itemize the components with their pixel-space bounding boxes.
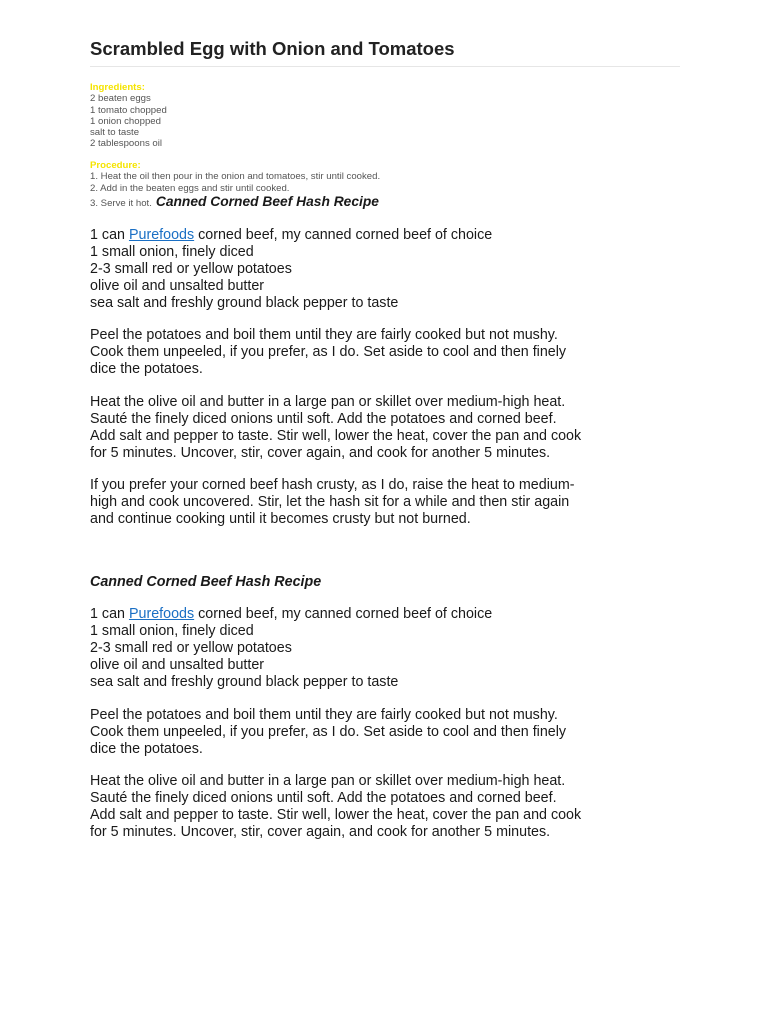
ingredient-line: 2 tablespoons oil <box>90 138 163 150</box>
hash1-paragraph-2 <box>90 394 690 462</box>
paragraph-line: Peel the potatoes and boil them until they are fairly cooked but not mushy. <box>90 327 558 343</box>
paragraph-line: Add salt and pepper to taste. Stir well, lower the heat, cover the pan and cook <box>90 807 582 823</box>
paragraph-line: Heat the olive oil and butter in a large pan or skillet over medium-high heat. <box>90 773 566 789</box>
ingredient-line: 2 beaten eggs <box>90 93 151 105</box>
ingredient-text: 1 can <box>90 227 129 243</box>
ingredient-text: corned beef, my canned corned beef of choice <box>194 606 493 622</box>
scrambled-procedure <box>90 160 380 209</box>
hash2-paragraph-1 <box>90 707 690 758</box>
ingredient-line <box>90 227 690 244</box>
paragraph-line: Sauté the finely diced onions until soft. Add the potatoes and corned beef. <box>90 411 557 427</box>
procedure-step: 3. Serve it hot. <box>90 197 152 209</box>
recipe-heading: Canned Corned Beef Hash Recipe <box>90 574 322 590</box>
page-title: Scrambled Egg with Onion and Tomatoes <box>90 38 455 59</box>
ingredient-line: salt to taste <box>90 127 140 139</box>
paragraph-line: Cook them unpeeled, if you prefer, as I do. Set aside to cool and then finely <box>90 724 567 740</box>
ingredient-line <box>90 606 690 623</box>
paragraph-line: Heat the olive oil and butter in a large pan or skillet over medium-high heat. <box>90 394 566 410</box>
ingredient-line: olive oil and unsalted butter <box>90 278 265 294</box>
ingredients-label: Ingredients: <box>90 82 145 93</box>
paragraph-line: If you prefer your corned beef hash crusty, as I do, raise the heat to medium- <box>90 477 575 493</box>
paragraph-line: Add salt and pepper to taste. Stir well, lower the heat, cover the pan and cook <box>90 428 582 444</box>
hash2-paragraph-2 <box>90 773 690 841</box>
purefoods-link[interactable]: Purefoods <box>128 227 195 243</box>
paragraph-line: Sauté the finely diced onions until soft. Add the potatoes and corned beef. <box>90 790 557 806</box>
ingredient-line: sea salt and freshly ground black pepper to taste <box>90 674 399 690</box>
hash1-paragraph-3 <box>90 477 690 528</box>
ingredient-text: 1 can <box>90 606 129 622</box>
paragraph-line: and continue cooking until it becomes crusty but not burned. <box>90 511 471 527</box>
procedure-step: 1. Heat the oil then pour in the onion and tomatoes, stir until cooked. <box>90 171 381 183</box>
ingredient-line: 1 small onion, finely diced <box>90 623 254 639</box>
hash2-ingredients <box>90 606 690 691</box>
hash1-paragraph-1 <box>90 327 690 378</box>
ingredient-line: 2-3 small red or yellow potatoes <box>90 261 292 277</box>
ingredient-line: sea salt and freshly ground black pepper to taste <box>90 295 399 311</box>
title-divider <box>90 66 680 67</box>
ingredient-line: 1 small onion, finely diced <box>90 244 254 260</box>
paragraph-line: for 5 minutes. Uncover, stir, cover again, and cook for another 5 minutes. <box>90 445 551 461</box>
procedure-step: 2. Add in the beaten eggs and stir until cooked. <box>90 182 290 194</box>
paragraph-line: Peel the potatoes and boil them until they are fairly cooked but not mushy. <box>90 707 558 723</box>
purefoods-link[interactable]: Purefoods <box>128 606 195 622</box>
ingredient-line: 1 onion chopped <box>90 115 161 127</box>
recipe-heading: Canned Corned Beef Hash Recipe <box>155 193 379 209</box>
ingredient-line: olive oil and unsalted butter <box>90 657 265 673</box>
scrambled-ingredients <box>90 82 167 150</box>
paragraph-line: dice the potatoes. <box>90 361 203 377</box>
paragraph-line: for 5 minutes. Uncover, stir, cover again, and cook for another 5 minutes. <box>90 824 551 840</box>
paragraph-line: Cook them unpeeled, if you prefer, as I do. Set aside to cool and then finely <box>90 344 567 360</box>
ingredient-line: 2-3 small red or yellow potatoes <box>90 640 292 656</box>
procedure-step-last <box>90 193 380 209</box>
paragraph-line: high and cook uncovered. Stir, let the hash sit for a while and then stir again <box>90 494 570 510</box>
paragraph-line: dice the potatoes. <box>90 741 203 757</box>
procedure-label: Procedure: <box>90 160 141 171</box>
ingredient-line: 1 tomato chopped <box>90 104 167 116</box>
ingredient-text: corned beef, my canned corned beef of choice <box>194 227 493 243</box>
hash1-ingredients <box>90 227 690 312</box>
